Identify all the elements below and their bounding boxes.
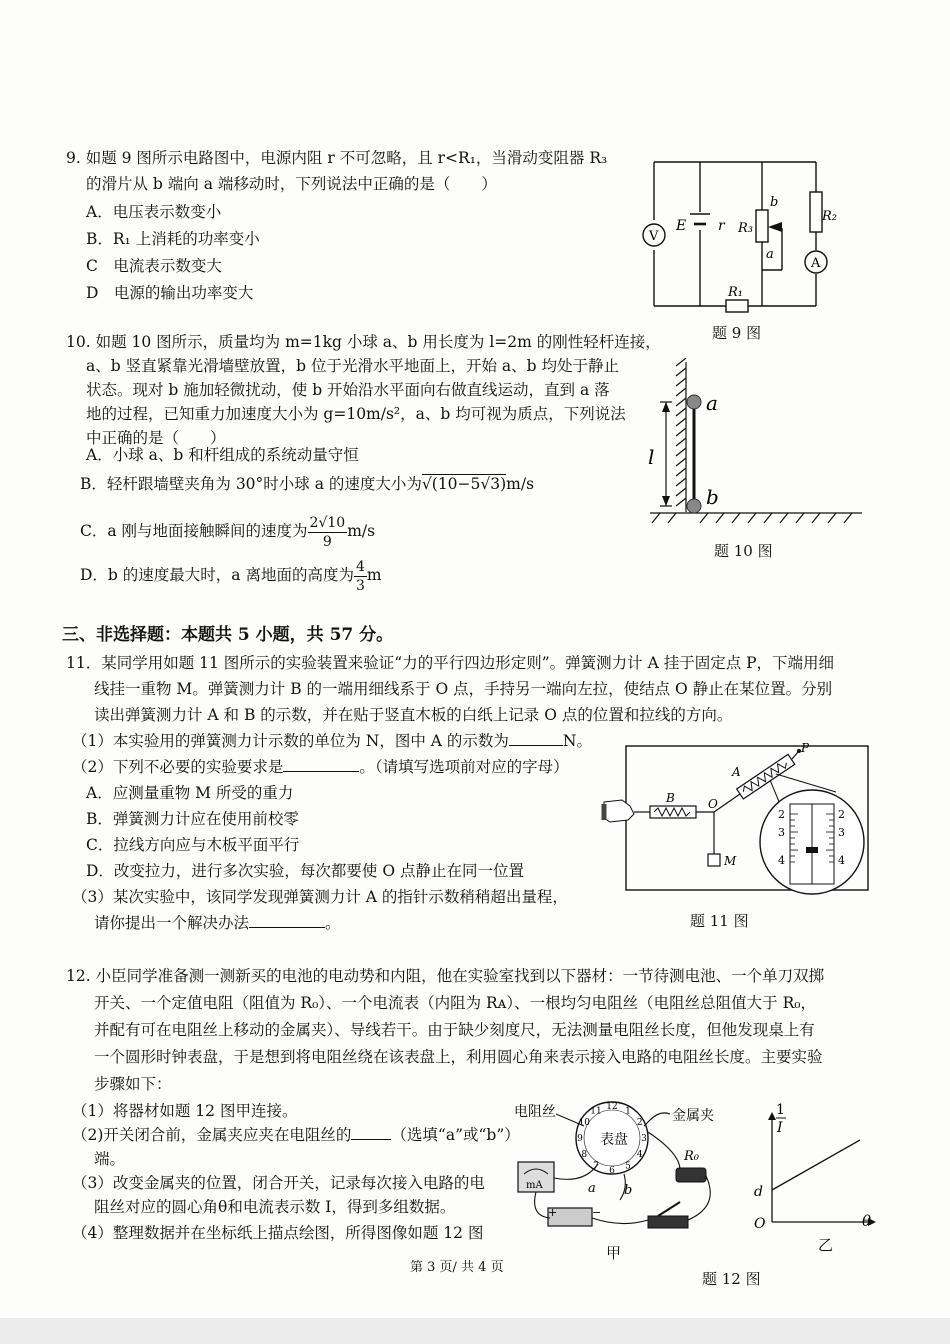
- q11-sub3-text: 请你提出一个解决办法: [94, 914, 250, 932]
- resistor-r0-icon: [676, 1168, 706, 1182]
- q10-option-d-num: 4: [355, 558, 365, 575]
- graph-line: [772, 1140, 860, 1190]
- q10-option-d-fraction: [354, 558, 367, 595]
- dial-label: 表盘: [600, 1132, 628, 1148]
- q12-step1: （1）将器材如题 12 图甲连接。: [72, 1102, 298, 1120]
- q9-stem-line1: 9. 如题 9 图所示电路图中，电源内阻 r 不可忽略，且 r<R₁，当滑动变阻器 R₃: [66, 149, 608, 167]
- q11-sub2: [72, 757, 569, 777]
- q10-option-c-text: C．a 刚与地面接触瞬间的速度为: [80, 522, 308, 540]
- tick-2-right: 2: [838, 808, 845, 821]
- q10-option-b: [80, 474, 534, 494]
- q12-figure-jia-label: 甲: [606, 1244, 622, 1262]
- q10-option-d-text: D．b 的速度最大时，a 离地面的高度为: [80, 566, 354, 584]
- clock-number: 8: [581, 1150, 588, 1160]
- q11-option-a: A．应测量重物 M 所受的重力: [86, 784, 294, 802]
- emf-label: E: [676, 218, 687, 234]
- clock-number: 6: [609, 1166, 615, 1176]
- tick-4-right: 4: [838, 854, 845, 867]
- q10-option-c-num: 2√10: [309, 514, 346, 531]
- tick-3-left: 3: [778, 826, 785, 839]
- tick-4-left: 4: [778, 854, 785, 867]
- slider-arrow-icon: [768, 222, 782, 232]
- voltmeter-label: V: [649, 229, 659, 244]
- q11-sub1: [72, 731, 592, 751]
- q11-option-b: B．弹簧测力计应在使用前校零: [86, 810, 299, 828]
- clock-number: 5: [625, 1161, 631, 1172]
- q11-sub2-text: （2）下列不必要的实验要求是: [72, 758, 284, 776]
- clock-number: 4: [636, 1150, 643, 1160]
- point-p-label: P: [801, 742, 810, 755]
- q12-step3-line2: 阻丝对应的圆心角θ和电流表示数 I，得到多组数据。: [94, 1198, 456, 1216]
- q12-step2-text: （2)开关闭合前，金属夹应夹在电阻丝的: [72, 1126, 352, 1144]
- r2-label: R₂: [822, 209, 837, 224]
- terminal-a-label: a: [766, 247, 774, 262]
- internal-r-label: r: [718, 218, 725, 234]
- resistor-r2-icon: [810, 192, 822, 232]
- q10-option-c-unit: m/s: [347, 522, 376, 540]
- q9-option-b: B．R₁ 上消耗的功率变小: [86, 230, 260, 248]
- clock-number: 12: [606, 1102, 618, 1112]
- terminal-b-label: b: [770, 195, 779, 210]
- clock-number: 1: [625, 1106, 631, 1117]
- q12-step3-line1: （3）改变金属夹的位置，闭合开关，记录每次接入电路的电: [72, 1174, 485, 1192]
- q10-stem-line2: a、b 竖直紧靠光滑墙壁放置，b 位于光滑水平地面上，开始 a、b 均处于静止: [86, 357, 619, 375]
- r3-label: R₃: [738, 221, 753, 236]
- wire-end-a-label: a: [588, 1181, 596, 1196]
- q12-step2-hint: （选填“a”或“b”）: [391, 1126, 520, 1144]
- q11-figure-caption: 题 11 图: [690, 912, 749, 930]
- q11-stem-line2: 线挂一重物 M。弹簧测力计 B 的一端用细线系于 O 点，手持另一端向左拉，使结点 O 静止在某位置。分别: [94, 680, 833, 698]
- q11-sub2-hint: 。（请填写选项前对应的字母）: [359, 758, 569, 776]
- q12-stem-line5: 步骤如下：: [94, 1075, 172, 1093]
- wire-end-b-label: b: [624, 1183, 633, 1198]
- r1-label: R₁: [728, 285, 743, 300]
- q9-stem-line2: 的滑片从 b 端向 a 端移动时，下列说法中正确的是（ ）: [86, 175, 497, 193]
- q11-option-c: C．拉线方向应与木板平面平行: [86, 836, 300, 854]
- q11-sub2-answer-blank[interactable]: [283, 757, 359, 772]
- q10-option-a: A．小球 a、b 和杆组成的系统动量守恒: [86, 446, 359, 464]
- q10-option-b-unit: m/s: [506, 475, 535, 493]
- q10-option-d: [80, 556, 382, 595]
- ball-b-label: b: [706, 485, 719, 509]
- page-footer: 第 3 页/ 共 4 页: [410, 1260, 504, 1275]
- metal-clip-label: 金属夹: [672, 1108, 714, 1124]
- q10-stem-line3: 状态。现对 b 施加轻微扰动，使 b 开始沿水平面向右做直线运动，直到 a 落: [86, 381, 610, 399]
- q10-option-c: [80, 512, 375, 551]
- clock-number: 7: [593, 1161, 599, 1172]
- section-3-heading: 三、非选择题：本题共 5 小题，共 57 分。: [62, 625, 394, 645]
- clock-number: 10: [578, 1118, 591, 1128]
- q11-sub1-answer-blank[interactable]: [509, 731, 563, 746]
- q10-stem-line5: 中正确的是（ ）: [86, 429, 226, 447]
- axis-denominator-i: I: [777, 1120, 783, 1136]
- q12-figure-caption: 题 12 图: [702, 1270, 761, 1288]
- scale-a-label: A: [732, 765, 741, 779]
- q11-option-d: D．改变拉力，进行多次实验，每次都要使 O 点静止在同一位置: [86, 862, 524, 880]
- q10-option-c-fraction: [308, 514, 348, 551]
- resistor-r3-icon: [756, 210, 768, 242]
- q12-graph-yi: [748, 1102, 888, 1252]
- q9-figure-caption: 题 9 图: [712, 324, 762, 342]
- q12-stem-line4: 一个圆形时钟表盘，于是想到将电阻丝绕在该表盘上，利用圆心角来表示接入电路的电阻丝长度。主要实验: [94, 1048, 823, 1066]
- weight-m-icon: [708, 854, 720, 866]
- resistance-wire-label: 电阻丝: [514, 1104, 556, 1120]
- intercept-d-label: d: [754, 1184, 763, 1200]
- q9-option-d: D 电源的输出功率变大: [86, 284, 254, 302]
- q9-circuit-diagram: [630, 150, 840, 320]
- q10-stem-line4: 地的过程，已知重力加速度大小为 g=10m/s²，a、b 均可视为质点，下列说法: [86, 405, 626, 423]
- q12-step4: （4）整理数据并在坐标纸上描点绘图，所得图像如题 12 图: [72, 1224, 484, 1242]
- milliammeter-label: mA: [526, 1180, 543, 1191]
- battery-minus-label: −: [592, 1206, 602, 1219]
- r0-label: R₀: [684, 1149, 699, 1164]
- q10-option-c-den: 9: [322, 533, 332, 550]
- q10-option-b-expr: √(10−5√3): [421, 475, 507, 493]
- q11-stem-line3: 读出弹簧测力计 A 和 B 的示数，并在贴于竖直木板的白纸上记录 O 点的位置和拉线的方向。: [94, 706, 733, 724]
- q10-option-d-unit: m: [366, 566, 382, 584]
- q12-step2: [72, 1125, 520, 1145]
- q12-stem-line1: 12. 小臣同学准备测一测新买的电池的电动势和内阻，他在实验室找到以下器材：一节待测电池、一个单刀双掷: [66, 967, 825, 985]
- tick-3-right: 3: [838, 826, 845, 839]
- q11-sub1-unit: N。: [562, 732, 592, 750]
- point-o-label: O: [708, 797, 718, 811]
- axis-numerator-1: 1: [776, 1102, 785, 1118]
- q10-figure-caption: 题 10 图: [714, 542, 773, 560]
- scan-bottom-shade: [0, 1318, 950, 1344]
- spring-scale-b-icon: [650, 806, 696, 818]
- clock-number: 9: [577, 1134, 583, 1144]
- q11-apparatus-diagram: [600, 742, 880, 902]
- q10-option-d-den: 3: [355, 577, 365, 594]
- q12-stem-line2: 开关、一个定值电阻（阻值为 R₀）、一个电流表（内阻为 Rᴀ）、一根均匀电阻丝（电阻丝总阻值大于 R₀，: [94, 994, 816, 1012]
- ammeter-label: A: [811, 256, 821, 271]
- hand-icon: [604, 800, 634, 822]
- q11-sub1-text: （1）本实验用的弹簧测力计示数的单位为 N，图中 A 的示数为: [72, 732, 509, 750]
- rod-length-label: l: [648, 445, 655, 469]
- pointer-icon: [806, 847, 818, 853]
- q9-option-a: A．电压表示数变小: [86, 203, 222, 221]
- q10-wall-rod-diagram: [640, 358, 870, 538]
- q11-sub3-line2: [94, 913, 341, 933]
- q10-stem-line1: 10. 如题 10 图所示，质量均为 m=1kg 小球 a、b 用长度为 l=2m 的刚性轻杆连接，: [66, 333, 661, 351]
- q12-step2-end: 端。: [94, 1150, 126, 1168]
- battery-plus-label: +: [548, 1206, 558, 1219]
- q12-step2-answer-blank[interactable]: [351, 1125, 391, 1140]
- clock-number: 3: [641, 1134, 647, 1144]
- ball-a-icon: [687, 395, 701, 409]
- clock-number: 11: [590, 1106, 602, 1117]
- q10-option-b-text: B．轻杆跟墙壁夹角为 30°时小球 a 的速度大小为: [80, 475, 422, 493]
- q11-stem-line1: 11．某同学用如题 11 图所示的实验装置来验证“力的平行四边形定则”。弹簧测力计 A 挂于固定点 P，下端用细: [66, 654, 835, 672]
- q9-option-c: C 电流表示数变大: [86, 257, 222, 275]
- q11-sub3-end: 。: [325, 914, 341, 932]
- resistor-r1-icon: [726, 300, 748, 312]
- q11-sub3-answer-blank[interactable]: [249, 913, 325, 928]
- q12-apparatus-diagram-jia: [508, 1098, 748, 1264]
- scale-b-label: B: [666, 791, 675, 805]
- clock-number: 2: [636, 1118, 643, 1128]
- switch-icon: [648, 1216, 688, 1228]
- q11-sub3-line1: （3）某次实验中，该同学发现弹簧测力计 A 的指针示数稍稍超出量程，: [72, 888, 568, 906]
- q12-stem-line3: 并配有可在电阻丝上移动的金属夹）、导线若干。由于缺少刻度尺，无法测量电阻丝长度，但他发现桌上有: [94, 1021, 815, 1039]
- tick-2-left: 2: [778, 808, 785, 821]
- metal-clip-icon: [644, 1113, 670, 1126]
- theta-label: θ: [862, 1212, 872, 1230]
- origin-label: O: [754, 1216, 766, 1232]
- graph-yi-label: 乙: [818, 1236, 834, 1252]
- weight-m-label: M: [724, 854, 737, 868]
- ball-a-label: a: [706, 391, 718, 415]
- ball-b-icon: [687, 499, 701, 513]
